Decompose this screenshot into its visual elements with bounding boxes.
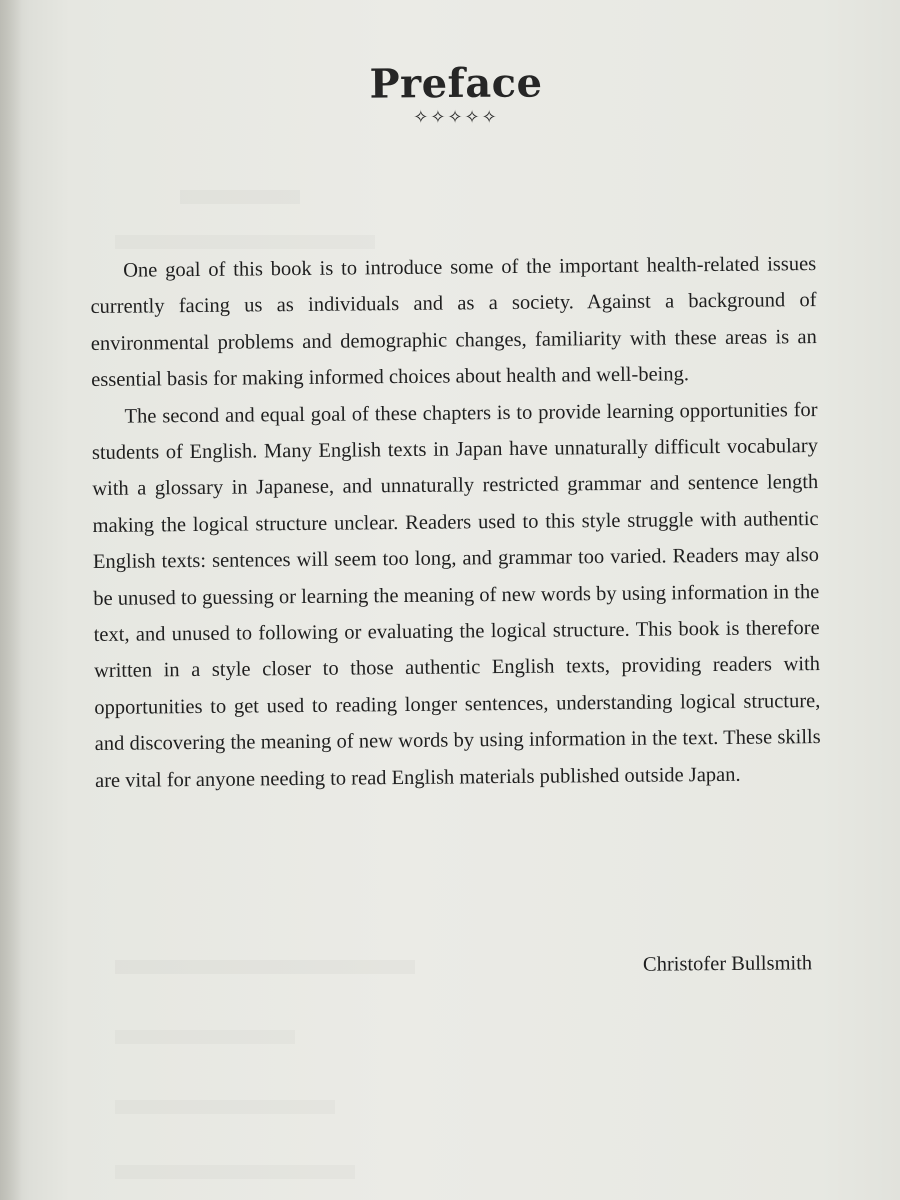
paragraph: One goal of this book is to introduce some of the important health-related issues currently facing us as individuals and as a society. Against a background of environmental problems and demographic changes, familiarity with these areas is an essential basis for making informed choices about health and well-being. [90, 253, 817, 392]
paragraph: The second and equal goal of these chapters is to provide learning opportunities for students of English. Many English texts in Japan have unnaturally difficult vocabulary with a glossary in Japanese, and unnaturally restricted grammar and sentence length making the logical structure unclear. Readers used to this style struggle with authentic English texts: sentences will seem too long, and grammar too varied. Readers may also be unused to guessing or learning the meaning of new words by using information in the text, and unused to following or evaluating the logical structure. This book is therefore written in a style closer to those authentic English texts, providing readers with opportunities to get used to reading longer sentences, understanding logical structure, and discovering the meaning of new words by using information in the text. These skills are vital for anyone needing to read English materials published outside Japan. [91, 398, 821, 792]
author-signature: Christofer Bullsmith [642, 952, 813, 976]
preface-body [90, 246, 821, 799]
ornament-stars: ✧✧✧✧✧ [413, 107, 499, 128]
page-gutter-shadow [0, 0, 22, 1200]
page-title: Preface [369, 59, 543, 108]
bleed-through-mark [115, 235, 375, 249]
bleed-through-mark [115, 960, 415, 974]
bleed-through-mark [115, 1100, 335, 1114]
bleed-through-mark [115, 1030, 295, 1044]
bleed-through-mark [180, 190, 300, 204]
bleed-through-mark [115, 1165, 355, 1179]
